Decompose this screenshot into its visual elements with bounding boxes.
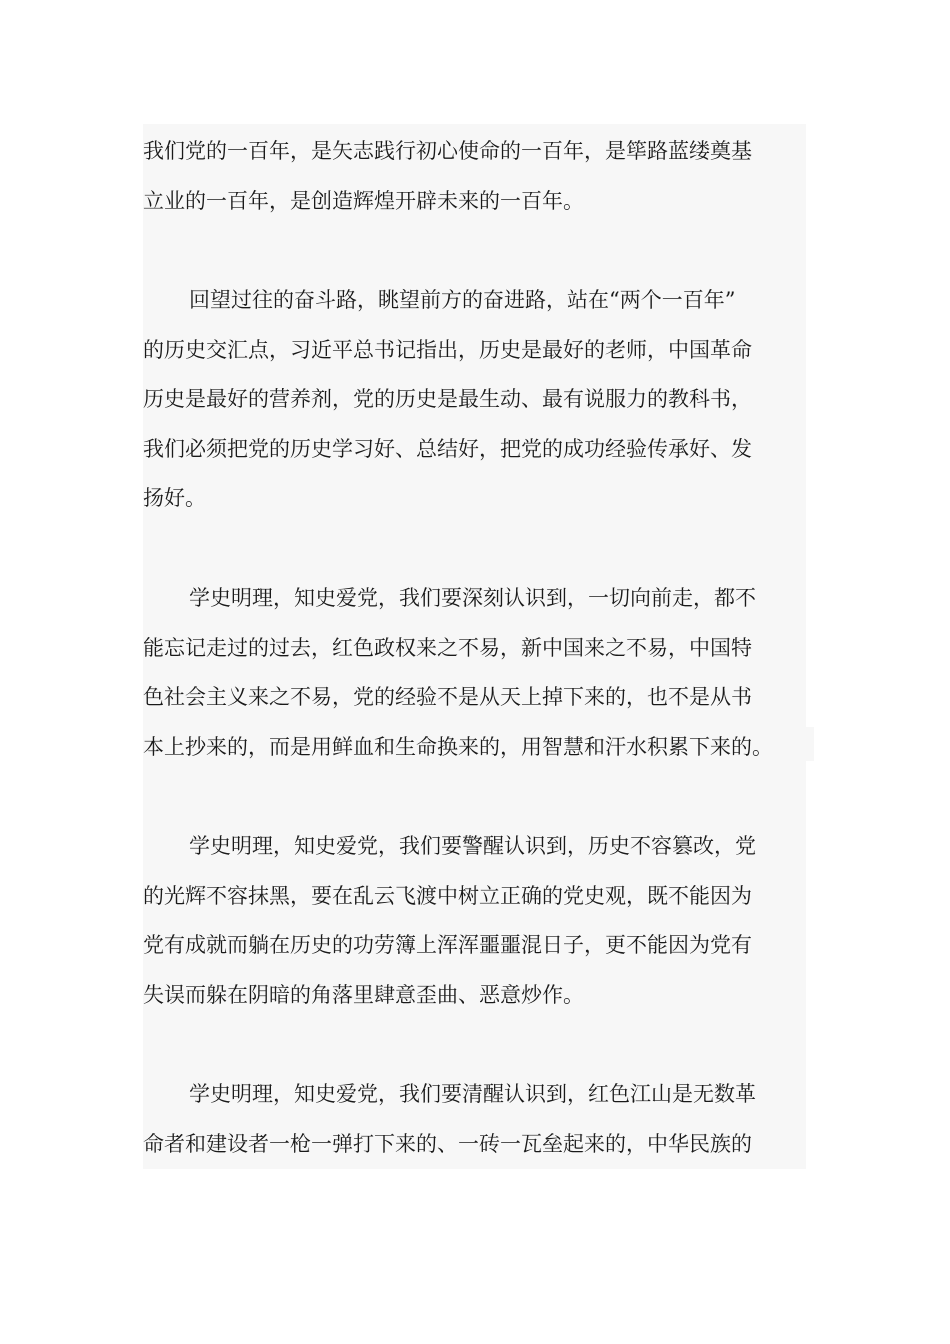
text-line: 能忘记走过的过去，红色政权来之不易，新中国来之不易，中国特 — [143, 635, 752, 660]
text-line: 学史明理，知史爱党，我们要深刻认识到，一切向前走，都不 — [189, 586, 756, 610]
text-line: 命者和建设者一枪一弹打下来的、一砖一瓦垒起来的，中华民族的 — [143, 1131, 752, 1156]
line-overhang-shading — [806, 727, 814, 761]
text-line: 立业的一百年，是创造辉煌开辟未来的一百年。 — [143, 188, 584, 213]
text-line: 我们必须把党的历史学习好、总结好，把党的成功经验传承好、发 — [143, 436, 752, 461]
text-line: 历史是最好的营养剂，党的历史是最生动、最有说服力的教科书， — [143, 387, 752, 411]
text-line: 的光辉不容抹黑，要在乱云飞渡中树立正确的党史观，既不能因为 — [143, 883, 752, 908]
paragraph-4 — [143, 822, 803, 1020]
text-line: 回望过往的奋斗路，眺望前方的奋进路，站在“两个一百年” — [189, 288, 736, 312]
text-line: 失误而躲在阴暗的角落里肆意歪曲、恶意炒作。 — [143, 982, 584, 1007]
text-line: 色社会主义来之不易，党的经验不是从天上掉下来的，也不是从书 — [143, 685, 752, 709]
paragraph-5 — [143, 1070, 803, 1169]
paragraph-2 — [143, 276, 803, 524]
text-line: 我们党的一百年，是矢志践行初心使命的一百年，是筚路蓝缕奠基 — [143, 139, 752, 163]
text-line: 的历史交汇点，习近平总书记指出，历史是最好的老师，中国革命 — [143, 337, 752, 362]
text-line: 学史明理，知史爱党，我们要警醒认识到，历史不容篡改，党 — [189, 834, 756, 858]
text-line: 学史明理，知史爱党，我们要清醒认识到，红色江山是无数革 — [189, 1082, 756, 1106]
text-line: 扬好。 — [143, 486, 206, 510]
paragraph-1 — [143, 127, 803, 226]
text-line: 党有成就而躺在历史的功劳簿上浑浑噩噩混日子，更不能因为党有 — [143, 933, 752, 957]
text-line: 本上抄来的，而是用鲜血和生命换来的，用智慧和汗水积累下来的。 — [143, 734, 773, 759]
paragraph-3 — [143, 574, 803, 772]
